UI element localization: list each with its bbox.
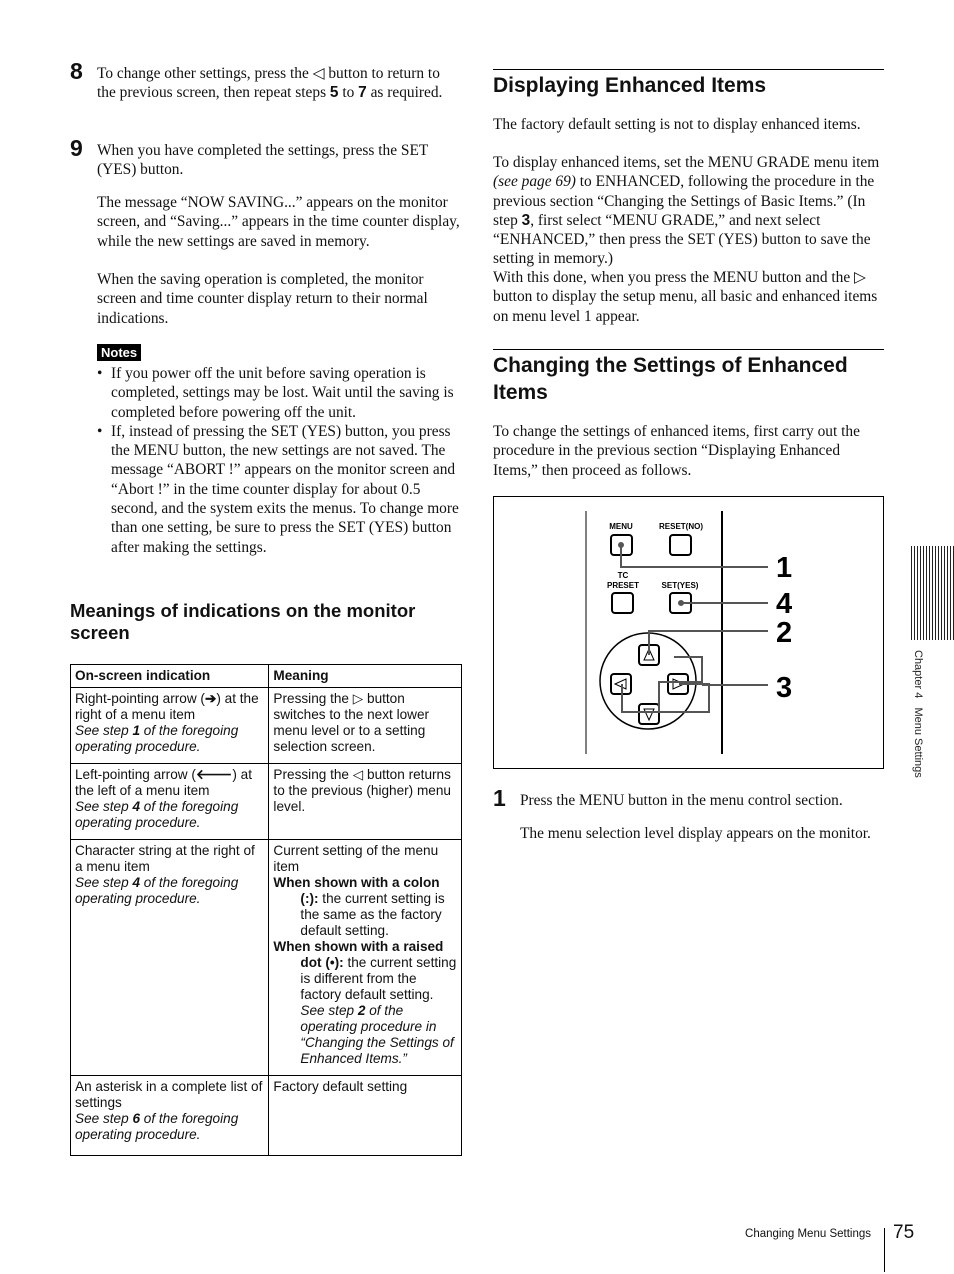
step-number: 8 bbox=[70, 58, 83, 84]
table-row bbox=[71, 840, 462, 1076]
heading-rule bbox=[493, 69, 884, 70]
step-9-paragraph: The message “NOW SAVING...” appears on the monitor screen, and “Saving...” appears in the time counter display, while the new settings are saved in memory. bbox=[97, 194, 460, 250]
step-8-text: To change other settings, press the ◁ button to return to the previous screen, then repeat steps 5 to 7 as required. bbox=[97, 65, 443, 102]
table-cell: Right-pointing arrow (➔) at the right of a menu item See step 1 of the foregoing operating procedure. bbox=[71, 688, 269, 764]
left-triangle-icon: ◁ bbox=[312, 65, 325, 82]
callout-number: 2 bbox=[776, 617, 793, 649]
left-arrow-icon: 🡐 bbox=[195, 767, 233, 782]
section-heading: Displaying Enhanced Items bbox=[493, 74, 767, 97]
table-row bbox=[71, 1076, 462, 1156]
notes-list bbox=[97, 364, 461, 557]
tc-label: TC bbox=[617, 571, 629, 580]
preset-label: PRESET bbox=[606, 581, 640, 590]
table-header-row bbox=[71, 665, 462, 688]
set-button-label: SET(YES) bbox=[661, 581, 699, 590]
section-subheading: Meanings of indications on the monitor screen bbox=[70, 600, 416, 643]
table-row bbox=[71, 764, 462, 840]
note-item: • If you power off the unit before saving operation is completed, settings may be lost. Wait until the saving is completed before powering off the unit. bbox=[97, 364, 461, 422]
table-header: On-screen indication bbox=[71, 665, 269, 688]
indications-table bbox=[70, 664, 462, 1156]
step-1-text: Press the MENU button in the menu control section. bbox=[520, 792, 843, 809]
right-triangle-icon: ▷ bbox=[854, 269, 866, 286]
tc-preset-button-shape bbox=[612, 593, 633, 613]
left-triangle-icon: ◁ bbox=[352, 767, 364, 782]
right-triangle-icon: ▷ bbox=[352, 691, 364, 706]
table-cell: Pressing the ▷ button switches to the next lower menu level or to a setting selection screen. bbox=[269, 688, 462, 764]
table-cell: Current setting of the menu item When shown with a colon (:): the current setting is the same as the factory default setting. When shown with a raised dot (•): the current setting is different from the factory default setting. See step 2 of the operating procedure in “Changing the Settings of Enhanced Items.” bbox=[269, 840, 462, 1076]
heading-rule bbox=[493, 349, 884, 350]
callout-number: 3 bbox=[776, 672, 793, 704]
table-cell: Factory default setting bbox=[269, 1076, 462, 1156]
step-number: 1 bbox=[493, 785, 506, 811]
table-header: Meaning bbox=[269, 665, 462, 688]
table-cell: Pressing the ◁ button returns to the previous (higher) menu level. bbox=[269, 764, 462, 840]
reset-button-label: RESET(NO) bbox=[659, 522, 703, 531]
section-heading: Changing the Settings of Enhanced Items bbox=[493, 354, 848, 404]
step-number: 9 bbox=[70, 135, 83, 161]
reset-button-shape bbox=[670, 535, 691, 555]
callout-number: 1 bbox=[776, 552, 793, 584]
note-item: • If, instead of pressing the SET (YES) button, you press the MENU button, the new settings are not saved. The message “ABORT !” appears on the monitor screen and “Abort !” in the time counter display for about 0.5 second, and the system exits the menus. To change more than one setting, be sure to press the SET (YES) button after making the settings. bbox=[97, 422, 461, 557]
step-9-text: When you have completed the settings, press the SET (YES) button. bbox=[97, 142, 428, 179]
footer-divider bbox=[884, 1228, 885, 1272]
table-cell: Character string at the right of a menu item See step 4 of the foregoing operating procedure. bbox=[71, 840, 269, 1076]
paragraph: To display enhanced items, set the MENU GRADE menu item (see page 69) to ENHANCED, following the procedure in the previous section “Changing the Settings of Basic Items.” (In step 3, first select “MENU GRADE,” and next select “ENHANCED,” then press the SET (YES) button to save the setting in memory.) bbox=[493, 154, 880, 268]
paragraph: With this done, when you press the MENU button and the ▷ button to display the setup menu, all basic and enhanced items on menu level 1 appear. bbox=[493, 269, 878, 325]
menu-button-label: MENU bbox=[609, 522, 633, 531]
table-row bbox=[71, 688, 462, 764]
page-number: 75 bbox=[893, 1222, 915, 1243]
paragraph: To change the settings of enhanced items, first carry out the procedure in the previous section “Displaying Enhanced Items,” then proceed as follows. bbox=[493, 423, 860, 479]
step-1-paragraph: The menu selection level display appears on the monitor. bbox=[520, 825, 871, 842]
chapter-side-label: Chapter 4 Menu Settings bbox=[912, 650, 924, 778]
menu-control-figure bbox=[493, 496, 884, 769]
table-cell: An asterisk in a complete list of settings See step 6 of the foregoing operating procedure. bbox=[71, 1076, 269, 1156]
notes-badge: Notes bbox=[97, 344, 141, 362]
table-cell: Left-pointing arrow (🡐) at the left of a menu item See step 4 of the foregoing operating procedure. bbox=[71, 764, 269, 840]
right-arrow-icon: ➔ bbox=[204, 691, 217, 706]
footer-section-title: Changing Menu Settings bbox=[745, 1228, 871, 1240]
step-9-paragraph: When the saving operation is completed, the monitor screen and time counter display return to their normal indications. bbox=[97, 271, 428, 327]
control-panel-illustration bbox=[494, 497, 883, 768]
callout-number: 4 bbox=[776, 588, 793, 620]
paragraph: The factory default setting is not to display enhanced items. bbox=[493, 116, 861, 133]
chapter-thumb-tab bbox=[911, 546, 954, 640]
